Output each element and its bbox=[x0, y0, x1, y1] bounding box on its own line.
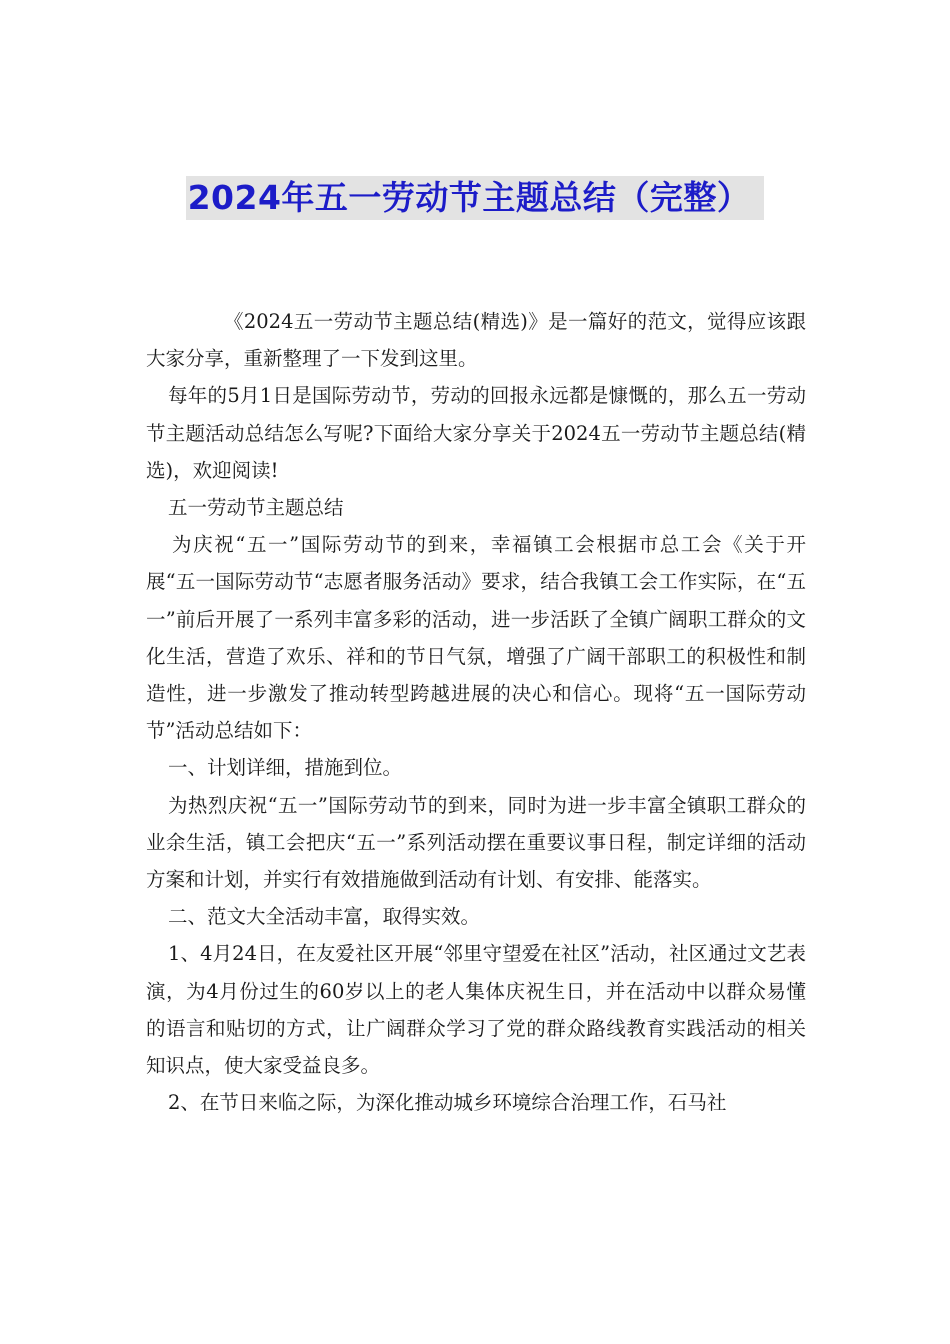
paragraph: 每年的5月1日是国际劳动节，劳动的回报永远都是慷慨的，那么五一劳动节主题活动总结怎么写呢?下面给大家分享关于2024五一劳动节主题总结(精选)，欢迎阅读! bbox=[146, 384, 806, 482]
paragraph: 1、4月24日，在友爱社区开展“邻里守望爱在社区”活动，社区通过文艺表演，为4月份过生的60岁以上的老人集体庆祝生日，并在活动中以群众易懂的语言和贴切的方式，让广阔群众学习了党的群众路线教育实践活动的相关知识点，使大家受益良多。 bbox=[146, 942, 806, 1078]
document-title: 2024年五一劳动节主题总结（完整） bbox=[186, 176, 765, 220]
paragraph: 2、在节日来临之际，为深化推动城乡环境综合治理工作，石马社 bbox=[168, 1091, 727, 1115]
section-heading: 一、计划详细，措施到位。 bbox=[168, 756, 403, 780]
section-heading: 五一劳动节主题总结 bbox=[168, 496, 344, 520]
intro-paragraph: 《2024五一劳动节主题总结(精选)》是一篇好的范文，觉得应该跟大家分享，重新整理了一下发到这里。 bbox=[146, 310, 806, 371]
section-heading: 二、范文大全活动丰富，取得实效。 bbox=[168, 905, 481, 929]
paragraph: 为庆祝“五一”国际劳动节的到来，幸福镇工会根据市总工会《关于开展“五一国际劳动节“志愿者服务活动》要求，结合我镇工会工作实际，在“五一”前后开展了一系列丰富多彩的活动，进一步活跃了全镇广阔职工群众的文化生活，营造了欢乐、祥和的节日气氛，增强了广阔干部职工的积极性和制造性，进一步激发了推动转型跨越进展的决心和信心。现将“五一国际劳动节”活动总结如下： bbox=[146, 533, 806, 743]
title-wrap bbox=[0, 176, 950, 220]
document-body bbox=[146, 303, 806, 1121]
paragraph: 为热烈庆祝“五一”国际劳动节的到来，同时为进一步丰富全镇职工群众的业余生活，镇工会把庆“五一”系列活动摆在重要议事日程，制定详细的活动方案和计划，并实行有效措施做到活动有计划、有安排、能落实。 bbox=[146, 793, 806, 892]
